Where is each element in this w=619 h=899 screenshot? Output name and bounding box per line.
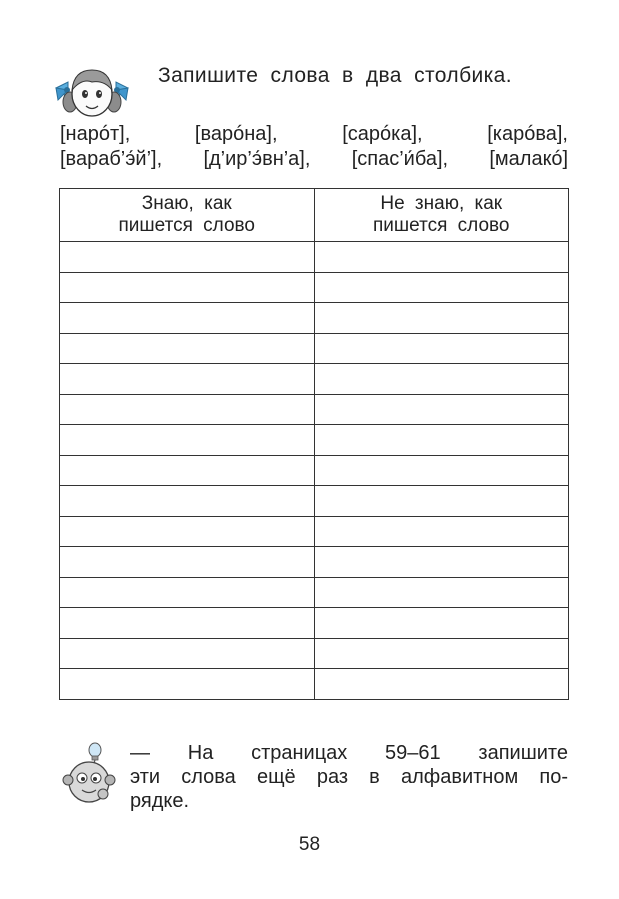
cell-know[interactable] — [60, 669, 315, 700]
robot-lightbulb-icon — [55, 742, 121, 808]
cell-know[interactable] — [60, 577, 315, 608]
cell-know[interactable] — [60, 486, 315, 517]
cell-dont-know[interactable] — [314, 425, 569, 456]
table-row — [60, 242, 569, 273]
cell-know[interactable] — [60, 394, 315, 425]
word: [нарóт], — [60, 123, 131, 145]
note-text — [130, 741, 568, 813]
table-row — [60, 364, 569, 395]
cell-know[interactable] — [60, 516, 315, 547]
cell-dont-know[interactable] — [314, 516, 569, 547]
words-row-1 — [60, 123, 568, 146]
table-row — [60, 455, 569, 486]
table-row — [60, 669, 569, 700]
table-row — [60, 638, 569, 669]
word: [вараб’э́й’], — [60, 148, 163, 170]
cell-dont-know[interactable] — [314, 303, 569, 334]
cell-dont-know[interactable] — [314, 486, 569, 517]
cell-know[interactable] — [60, 638, 315, 669]
note-line: рядке. — [130, 790, 190, 812]
cell-dont-know[interactable] — [314, 669, 569, 700]
table-row — [60, 303, 569, 334]
word: [карóва], — [487, 123, 568, 145]
cell-dont-know[interactable] — [314, 455, 569, 486]
cell-dont-know[interactable] — [314, 242, 569, 273]
cell-know[interactable] — [60, 425, 315, 456]
cell-know[interactable] — [60, 455, 315, 486]
note-line: — На страницах 59–61 запишите — [130, 742, 568, 764]
word: [сарóка], — [342, 123, 423, 145]
girl-icon — [52, 58, 132, 120]
table-row — [60, 516, 569, 547]
cell-know[interactable] — [60, 303, 315, 334]
table-row — [60, 425, 569, 456]
task-title: Запишите слова в два столбика. — [158, 64, 512, 87]
word: [д’ир’э́вн’а], — [203, 148, 311, 170]
note-line: эти слова ещё раз в алфавитном по- — [130, 766, 568, 788]
two-column-table — [59, 188, 569, 700]
cell-know[interactable] — [60, 333, 315, 364]
words-row-2 — [60, 148, 568, 171]
word: [спас’и́ба], — [351, 148, 449, 170]
column-header-dont-know: Не знаю, как пишется слово — [314, 189, 569, 242]
table-row — [60, 394, 569, 425]
table-row — [60, 577, 569, 608]
cell-know[interactable] — [60, 242, 315, 273]
table-row — [60, 486, 569, 517]
cell-know[interactable] — [60, 547, 315, 578]
word: [малакó] — [489, 148, 568, 170]
cell-dont-know[interactable] — [314, 638, 569, 669]
cell-dont-know[interactable] — [314, 272, 569, 303]
table-row — [60, 547, 569, 578]
table-row — [60, 272, 569, 303]
word: [варóна], — [194, 123, 278, 145]
cell-dont-know[interactable] — [314, 394, 569, 425]
cell-dont-know[interactable] — [314, 577, 569, 608]
cell-dont-know[interactable] — [314, 608, 569, 639]
cell-know[interactable] — [60, 608, 315, 639]
table-row — [60, 333, 569, 364]
cell-dont-know[interactable] — [314, 333, 569, 364]
cell-know[interactable] — [60, 364, 315, 395]
cell-know[interactable] — [60, 272, 315, 303]
table-row — [60, 608, 569, 639]
cell-dont-know[interactable] — [314, 364, 569, 395]
column-header-know: Знаю, как пишется слово — [60, 189, 315, 242]
cell-dont-know[interactable] — [314, 547, 569, 578]
page-number: 58 — [298, 834, 321, 855]
